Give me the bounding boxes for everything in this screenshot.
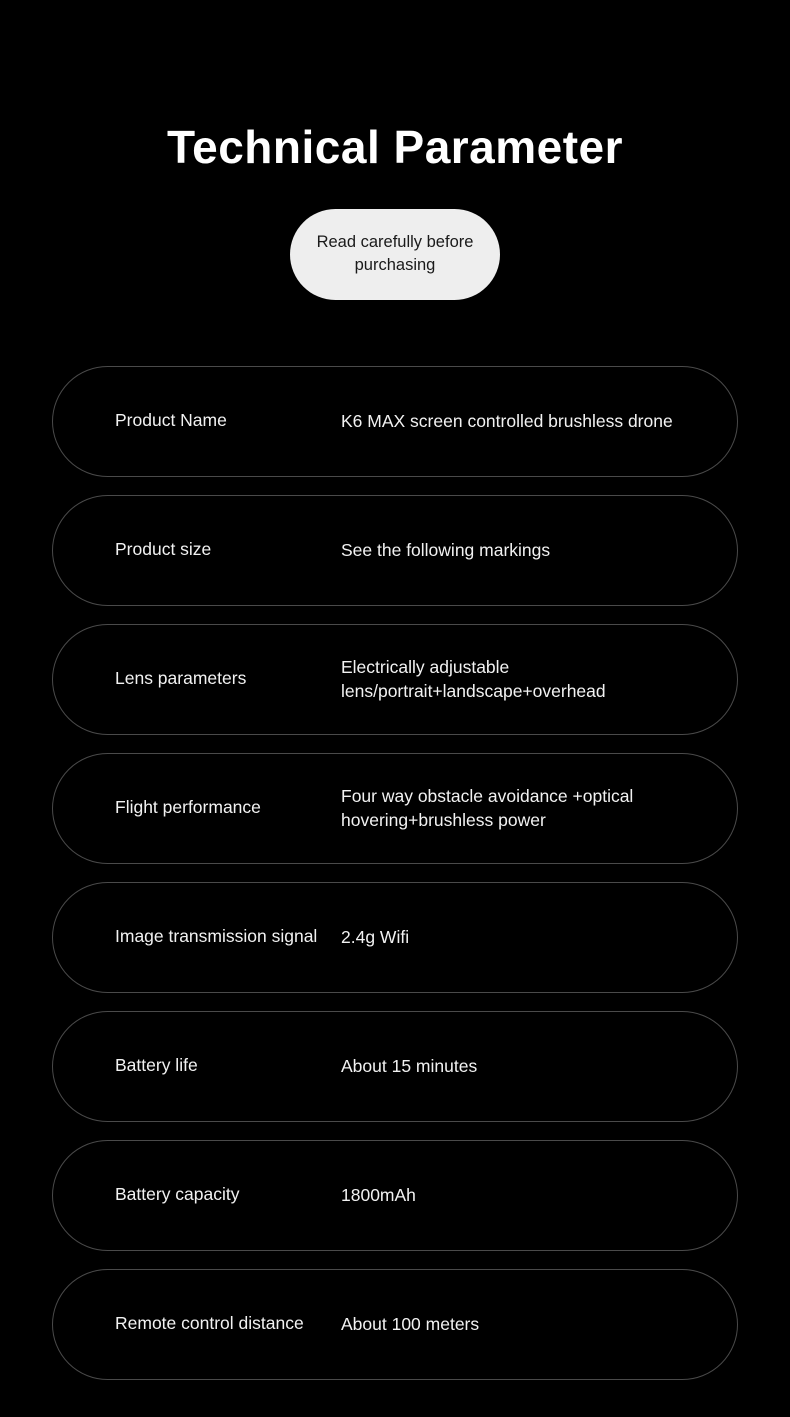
table-row (52, 624, 738, 735)
spec-label: Battery capacity (115, 1184, 240, 1205)
spec-label: Product Name (115, 410, 227, 431)
table-row (52, 1269, 738, 1380)
spec-value: 2.4g Wifi (341, 926, 410, 947)
spec-value: About 100 meters (341, 1313, 480, 1334)
page-title: Technical Parameter (166, 121, 624, 173)
spec-value: About 15 minutes (341, 1055, 478, 1076)
table-row (52, 366, 738, 477)
spec-label: Lens parameters (115, 668, 247, 689)
spec-value: Four way obstacle avoidance +optical hovering+brushless power (341, 785, 634, 831)
spec-label: Remote control distance (115, 1313, 304, 1334)
spec-label: Image transmission signal (115, 926, 318, 947)
spec-value: K6 MAX screen controlled brushless drone (341, 410, 673, 431)
notice-badge-container (0, 209, 790, 300)
spec-value: See the following markings (341, 539, 551, 560)
table-row (52, 1011, 738, 1122)
spec-value: 1800mAh (341, 1184, 416, 1205)
spec-list (0, 366, 790, 1380)
spec-label: Product size (115, 539, 212, 560)
spec-value: Electrically adjustable lens/portrait+landscape+overhead (341, 656, 606, 702)
table-row (52, 753, 738, 864)
spec-label: Battery life (115, 1055, 198, 1076)
table-row (52, 1140, 738, 1251)
table-row (52, 495, 738, 606)
spec-label: Flight performance (115, 797, 261, 818)
read-carefully-badge: Read carefully before purchasing (290, 209, 500, 300)
table-row (52, 882, 738, 993)
